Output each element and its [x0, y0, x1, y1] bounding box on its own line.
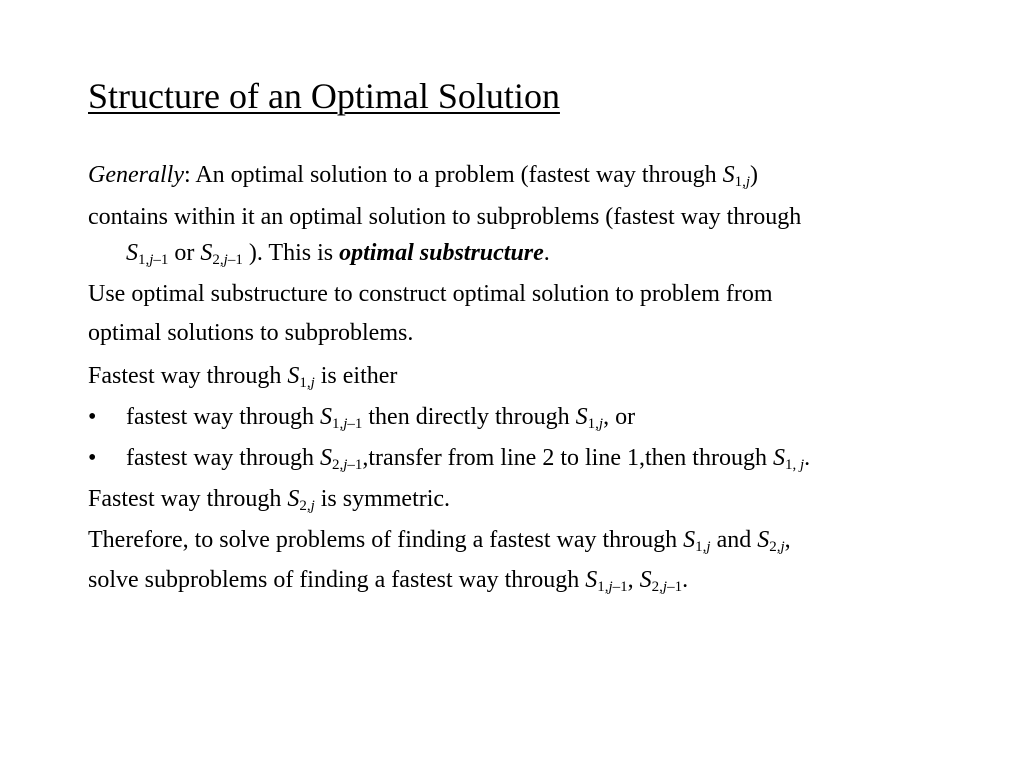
p1-text-d: ). This is	[242, 240, 340, 266]
math-sub: 2,j–1	[331, 457, 363, 473]
bullet-1-text: fastest way through $S_{1,j-1}$ then directly through $S_{1,j}$, or	[126, 404, 636, 432]
math-sub: 1,j	[299, 375, 315, 391]
bullet-2-text: fastest way through $S_{2,j-1},transfer$ from line 2 to line 1,then through $S_{1, j}$.	[126, 445, 811, 473]
paragraph-3	[88, 361, 397, 391]
math-S: S	[639, 567, 652, 593]
math-S: S	[585, 567, 598, 593]
paragraph-4	[88, 484, 450, 514]
paragraph-1-line-2: contains within it an optimal solution to subproblems (fastest way through	[88, 204, 802, 230]
p1-period: .	[543, 240, 550, 266]
math-sub: 1,j	[695, 539, 711, 555]
bullet-dot: •	[88, 445, 97, 471]
math-S: S	[683, 527, 696, 553]
optimal-substructure-term: optimal substructure	[339, 240, 544, 266]
generally-label: Generally	[88, 162, 184, 188]
math-S: S	[319, 445, 332, 471]
math-sub: 2,j–1	[651, 579, 683, 595]
math-sub: 1,j–1	[331, 416, 363, 432]
p1-text-b: )	[749, 162, 758, 188]
math-S: S	[287, 363, 300, 389]
math-sub: 1,j–1	[597, 579, 628, 595]
paragraph-1-line-1	[88, 160, 758, 190]
math-S: S	[722, 162, 735, 188]
p3-text-a: Fastest way through	[88, 363, 288, 389]
math-sub: 2,j–1	[212, 252, 243, 268]
paragraph-5-line-1: Therefore, to solve problems of finding a fastest way through $S_{1,j}$ and $S_{2,j}$,	[88, 527, 791, 555]
math-S: S	[126, 240, 138, 266]
paragraph-2-line-2: optimal solutions to subproblems.	[88, 320, 414, 346]
p1-text-a: : An optimal solution to a problem (fastest way through	[183, 162, 723, 188]
bullet-dot: •	[88, 404, 97, 430]
paragraph-5-line-2: solve subproblems of finding a fastest way through $S_{1,j-1}$, $S_{2,j-1}$.	[88, 567, 689, 595]
math-sub: 1,j	[734, 174, 750, 190]
math-sub: 1,j	[587, 416, 604, 432]
math-S: S	[200, 240, 213, 266]
math-sub: 2,j	[769, 539, 785, 555]
math-sub: 1, j	[784, 457, 805, 473]
p1-or: or	[168, 240, 201, 266]
paragraph-1-line-3	[126, 238, 550, 268]
p4-text-b: is symmetric.	[314, 486, 451, 512]
p4-text-a: Fastest way through	[88, 486, 288, 512]
math-sub: 1,j–1	[138, 252, 169, 268]
paragraph-2-line-1: Use optimal substructure to construct optimal solution to problem from	[88, 281, 773, 307]
slide-title: Structure of an Optimal Solution	[88, 76, 560, 116]
math-S: S	[319, 404, 332, 430]
math-sub: 2,j	[299, 498, 315, 514]
math-S: S	[575, 404, 588, 430]
p3-text-b: is either	[314, 363, 398, 389]
math-S: S	[757, 527, 770, 553]
math-S: S	[287, 486, 300, 512]
math-S: S	[772, 445, 785, 471]
